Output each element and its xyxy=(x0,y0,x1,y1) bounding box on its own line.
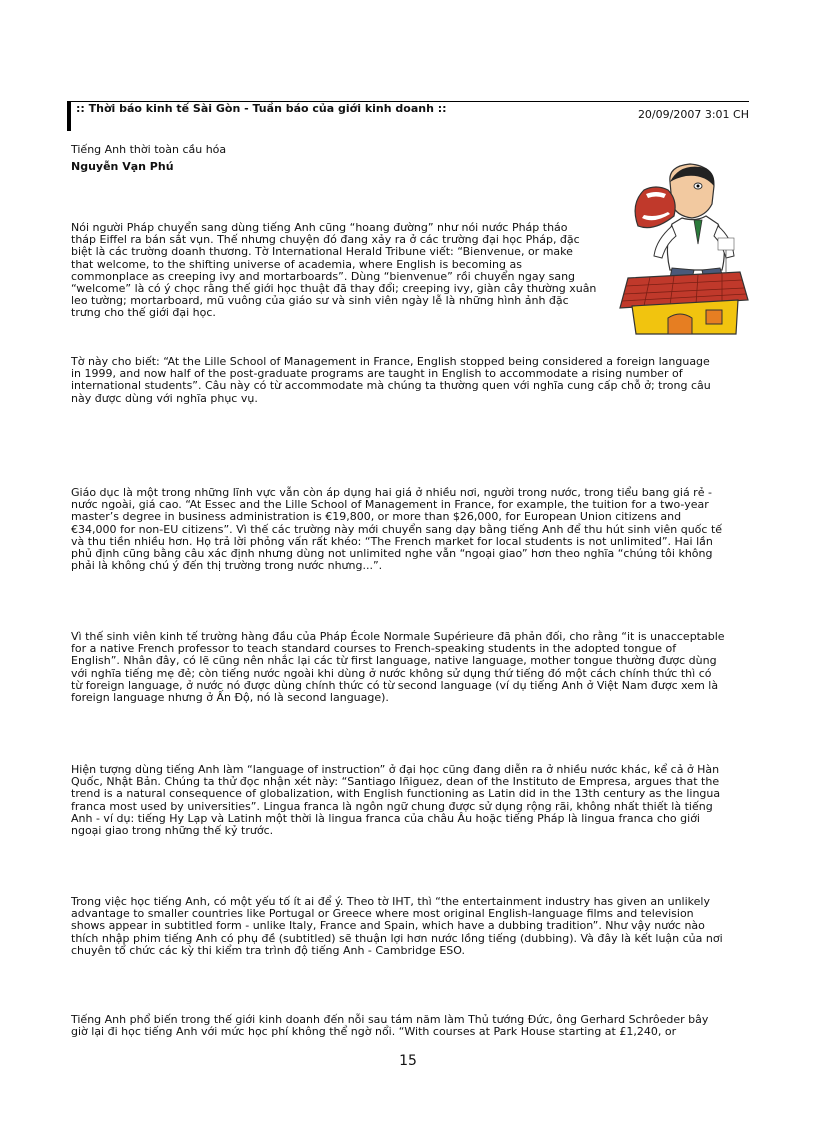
paragraph-7: Tiếng Anh phổ biến trong thế giới kinh doanh đến nỗi sau tám năm làm Thủ tướng Đức, ông Gerhard Schrôeder bây giờ lại đi học tiếng Anh với mức học phí không thể ngờ nổi. “With courses at Park House starting at £1,240, or xyxy=(71,1013,709,1039)
paragraph-4: Vì thế sinh viên kinh tế trường hàng đầu của Pháp École Normale Supérieure đã phản đối, cho rằng “it is unacceptable for a native French professor to teach standard courses to French-speaking students in the adopted tongue of English”. Nhân đây, có lẽ cũng nên nhắc lại các từ first language, native language, mother tongue thường được dùng với nghĩa tiếng mẹ đẻ; còn tiếng nước ngoài khi dùng ở nước không sử dụng thứ tiếng đó một cách chính thức thì có từ foreign language, ở nước nó được dùng chính thức có từ second language (ví dụ tiếng Anh ở Việt Nam được xem là foreign language nhưng ở Ấn Độ, nó là second language). xyxy=(71,630,725,705)
paragraph-3: Giáo dục là một trong những lĩnh vực vẫn còn áp dụng hai giá ở nhiều nơi, người trong nước, trong tiểu bang giá rẻ - nước ngoài, giá cao. “At Essec and the Lille School of Management in France, for example, the tuition for a two-year master’s degree in business administration is €19,800, or more than $26,000, for European Union citizens and €34,000 for non-EU citizens”. Vì thế các trường này mới chuyển sang dạy bằng tiếng Anh để thu hút sinh viên quốc tế và thu tiền nhiều hơn. Họ trả lời phỏng vấn rất khéo: “The French market for local students is not unlimited”. Hai lần phủ định cũng bằng câu xác định nhưng dùng not unlimited nghe vẫn “ngoại giao” hơn theo nghĩa “chúng tôi không phải là không chú ý đến thị trường trong nước nhưng...”. xyxy=(71,486,723,573)
paragraph-2: Tờ này cho biết: “At the Lille School of Management in France, English stopped being considered a foreign language in 1999, and now half of the post-graduate programs are taught in English to accommodate a rising number of international students”. Câu này có từ accommodate mà chúng ta thường quen với nghĩa cung cấp chỗ ở; trong câu này được dùng với nghĩa phục vụ. xyxy=(71,355,711,405)
paragraph-5: Hiện tượng dùng tiếng Anh làm “language of instruction” ở đại học cũng đang diễn ra ở nhiều nước khác, kể cả ở Hàn Quốc, Nhật Bản. Chúng ta thử đọc nhận xét này: “Santiago Iñiguez, dean of the Instituto de Empresa, argues that the trend is a natural consequence of globalization, with English functioning as Latin did in the 13th century as the lingua franca most used by universities”. Lingua franca là ngôn ngữ chung được sử dụng rộng rãi, không nhất thiết là tiếng Anh - ví dụ: tiếng Hy Lạp và Latinh một thời là lingua franca của châu Âu hoặc tiếng Pháp là lingua franca cho giới ngoại giao trong những thế kỷ trước. xyxy=(71,763,721,838)
publish-datetime: 20/09/2007 3:01 CH xyxy=(637,108,749,121)
page-number: 15 xyxy=(399,1053,417,1069)
paragraph-1: Nói người Pháp chuyển sang dùng tiếng Anh cũng “hoang đường” như nói nước Pháp tháo tháp Eiffel ra bán sắt vụn. Thế nhưng chuyện đó đang xảy ra ở các trường đại học Pháp, đặc biệt là các trường doanh thương. Tờ International Herald Tribune viết: “Bienvenue, or make that welcome, to the shifting universe of academia, where English is becoming as commonplace as creeping ivy and mortarboards”. Dùng “bienvenue” rồi chuyển ngay sang “welcome” là có ý chọc rằng thế giới học thuật đã thay đổi; creeping ivy, giàn cây thường xuân leo tường; mortarboard, mũ vuông của giáo sư và sinh viên ngày lễ là những hình ảnh đặc trưng cho thế giới đại học. xyxy=(71,221,597,320)
article-title: Tiếng Anh thời toàn cầu hóa xyxy=(71,143,227,156)
masthead-title: :: Thời báo kinh tế Sài Gòn - Tuần báo của giới kinh doanh :: xyxy=(76,102,447,115)
shouting-man-on-roof-illustration xyxy=(610,160,750,335)
left-rule xyxy=(67,101,71,131)
paragraph-6: Trong việc học tiếng Anh, có một yếu tố ít ai để ý. Theo tờ IHT, thì “the entertainment industry has given an unlikely advantage to smaller countries like Portugal or Greece where most original English-language films and television shows appear in subtitled form - unlike Italy, France and Spain, which have a dubbing tradition”. Như vậy nước nào thích nhập phim tiếng Anh có phụ đề (subtitled) sẽ thuận lợi hơn nước lồng tiếng (dubbing). Và đây là kết luận của nơi chuyên tổ chức các kỳ thi kiểm tra trình độ tiếng Anh - Cambridge ESO. xyxy=(71,895,723,957)
masthead-bar xyxy=(67,101,749,131)
article-author: Nguyễn Vạn Phú xyxy=(71,160,174,173)
